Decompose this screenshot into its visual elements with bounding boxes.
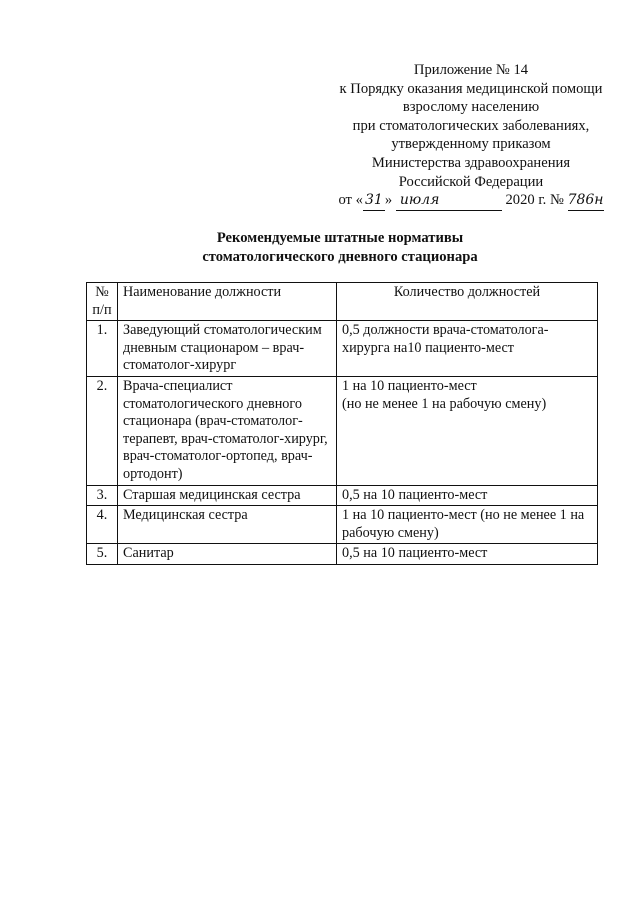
header-line: при стоматологических заболеваниях, — [352, 117, 590, 134]
header-line: Российской Федерации — [398, 173, 544, 190]
header-name: Наименование должности — [118, 283, 337, 321]
header-line: утвержденному приказом — [391, 136, 551, 153]
order-number-handwritten: 786н — [568, 191, 604, 211]
header-line: Министерства здравоохранения — [371, 154, 571, 171]
table-header-row — [87, 283, 598, 321]
row-position: Заведующий стоматологическим дневным стационаром – врач-стоматолог-хирург — [118, 321, 337, 377]
date-year: 2020 г. № — [505, 192, 564, 209]
table-row — [87, 544, 598, 565]
date-prefix: от « — [338, 192, 363, 209]
date-day-handwritten: 31 — [363, 191, 385, 211]
row-quantity-note: (но не менее 1 на рабочую смену) — [342, 395, 547, 412]
table-row — [87, 506, 598, 544]
staff-table — [86, 282, 598, 565]
title-line-1: Рекомендуемые штатные нормативы — [216, 230, 464, 246]
row-quantity: 0,5 на 10 пациенто-мест — [337, 544, 598, 565]
date-mid: » — [384, 192, 393, 209]
table-row — [87, 321, 598, 377]
header-qty: Количество должностей — [337, 283, 598, 321]
row-num: 4. — [87, 506, 118, 544]
title-line-2: стоматологического дневного стационара — [202, 249, 478, 265]
row-quantity: 1 на 10 пациенто-мест (но не менее 1 на рабочую смену) — [337, 506, 598, 544]
row-quantity: 0,5 на 10 пациенто-мест — [337, 485, 598, 506]
date-month-handwritten: июля — [396, 191, 502, 211]
table-row — [87, 485, 598, 506]
row-num: 2. — [87, 376, 118, 485]
row-position: Санитар — [118, 544, 337, 565]
header-num-symbol: № — [95, 284, 109, 300]
order-date-line — [330, 191, 612, 211]
document-title — [150, 229, 530, 267]
row-position: Врача-специалист стоматологического дневного стационара (врач-стоматолог-терапевт, врач-стоматолог-хирург, врач-стоматолог-ортопед, врач-ортодонт) — [118, 376, 337, 485]
row-quantity — [337, 376, 598, 485]
row-num: 1. — [87, 321, 118, 377]
row-num: 5. — [87, 544, 118, 565]
header-line: взрослому населению — [402, 99, 540, 116]
row-position: Медицинская сестра — [118, 506, 337, 544]
row-position: Старшая медицинская сестра — [118, 485, 337, 506]
appendix-header — [330, 61, 612, 211]
header-line: к Порядку оказания медицинской помощи — [339, 80, 603, 97]
header-line: Приложение № 14 — [413, 62, 529, 78]
row-quantity-main: 1 на 10 пациенто-мест — [342, 377, 477, 394]
header-num-label: п/п — [92, 301, 112, 318]
header-num — [87, 283, 118, 321]
row-num: 3. — [87, 485, 118, 506]
row-quantity: 0,5 должности врача-стоматолога-хирурга на10 пациенто-мест — [337, 321, 598, 377]
table-row — [87, 376, 598, 485]
